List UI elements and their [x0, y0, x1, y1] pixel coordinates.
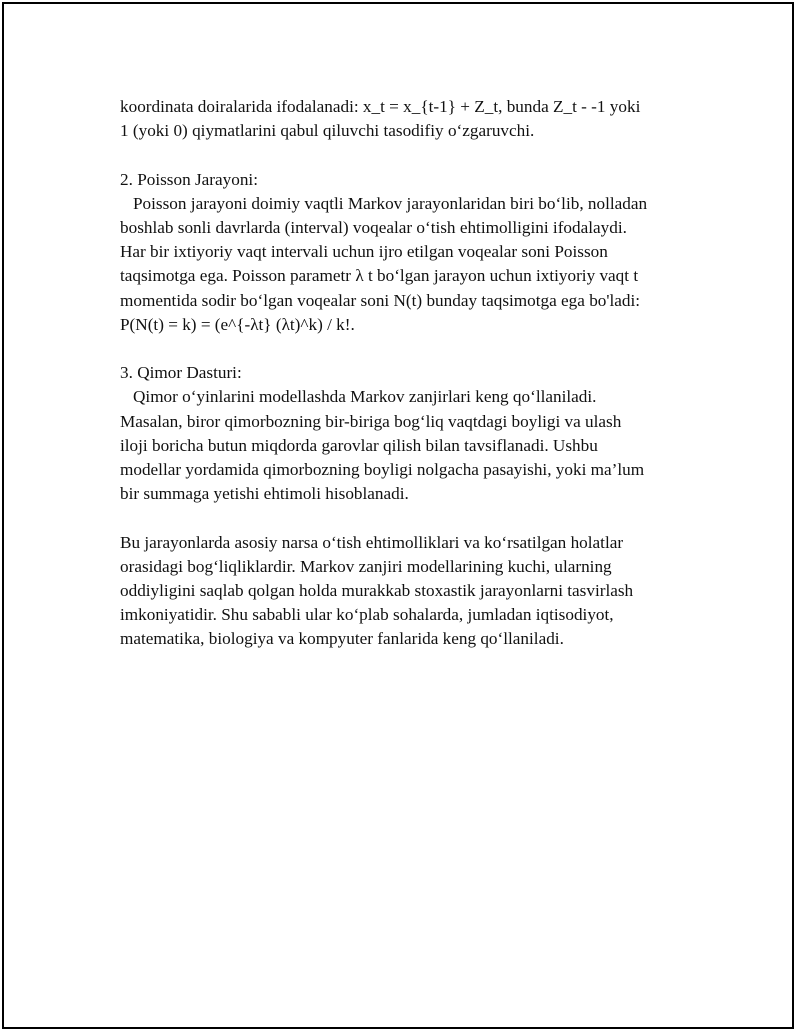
- text-line: orasidagi bog‘liqliklardir. Markov zanjiri modellarining kuchi, ularning: [120, 556, 612, 576]
- document-body: [120, 95, 700, 652]
- text-line: Masalan, biror qimorbozning bir-biriga bog‘liq vaqtdagi boyligi va ulash: [120, 411, 622, 431]
- text-line: matematika, biologiya va kompyuter fanlarida keng qo‘llaniladi.: [120, 629, 564, 649]
- text-line: modellar yordamida qimorbozning boyligi nolgacha pasayishi, yoki ma’lum: [120, 460, 645, 480]
- text-line: Har bir ixtiyoriy vaqt intervali uchun ijro etilgan voqealar soni Poisson: [120, 242, 608, 262]
- text-line: momentida sodir bo‘lgan voqealar soni N(t) bunday taqsimotga ega bo'ladi:: [120, 290, 641, 310]
- poisson-section: [120, 168, 700, 337]
- paragraph-gap: [120, 337, 700, 361]
- text-line: Qimor o‘yinlarini modellashda Markov zanjirlari keng qo‘llaniladi.: [133, 387, 597, 407]
- document-page: [2, 2, 794, 1029]
- gambler-section: [120, 361, 700, 506]
- text-line: oddiyligini saqlab qolgan holda murakkab stoxastik jarayonlarni tasvirlash: [120, 581, 634, 601]
- intro-paragraph: [120, 95, 700, 143]
- text-line: taqsimotga ega. Poisson parametr λ t bo‘lgan jarayon uchun ixtiyoriy vaqt t: [120, 266, 639, 286]
- text-line: Bu jarayonlarda asosiy narsa o‘tish ehtimolliklari va ko‘rsatilgan holatlar: [120, 532, 624, 552]
- conclusion-paragraph: [120, 531, 700, 652]
- paragraph-gap: [120, 506, 700, 530]
- section-heading: 2. Poisson Jarayoni:: [120, 169, 258, 189]
- text-line: iloji boricha butun miqdorda garovlar qilish bilan tavsiflanadi. Ushbu: [120, 435, 598, 455]
- text-line: Poisson jarayoni doimiy vaqtli Markov jarayonlaridan biri bo‘lib, nolladan: [133, 193, 648, 213]
- section-heading: 3. Qimor Dasturi:: [120, 363, 242, 383]
- text-line: 1 (yoki 0) qiymatlarini qabul qiluvchi tasodifiy o‘zgaruvchi.: [120, 121, 535, 141]
- text-line: imkoniyatidir. Shu sababli ular ko‘plab sohalarda, jumladan iqtisodiyot,: [120, 605, 614, 625]
- text-line: boshlab sonli davrlarda (interval) voqealar o‘tish ehtimolligini ifodalaydi.: [120, 218, 627, 237]
- text-line: koordinata doiralarida ifodalanadi: x_t = x_{t-1} + Z_t, bunda Z_t - -1 yoki: [120, 97, 641, 116]
- paragraph-gap: [120, 143, 700, 167]
- formula-line: P(N(t) = k) = (e^{-λt} (λt)^k) / k!.: [120, 314, 355, 334]
- text-line: bir summaga yetishi ehtimoli hisoblanadi.: [120, 484, 409, 504]
